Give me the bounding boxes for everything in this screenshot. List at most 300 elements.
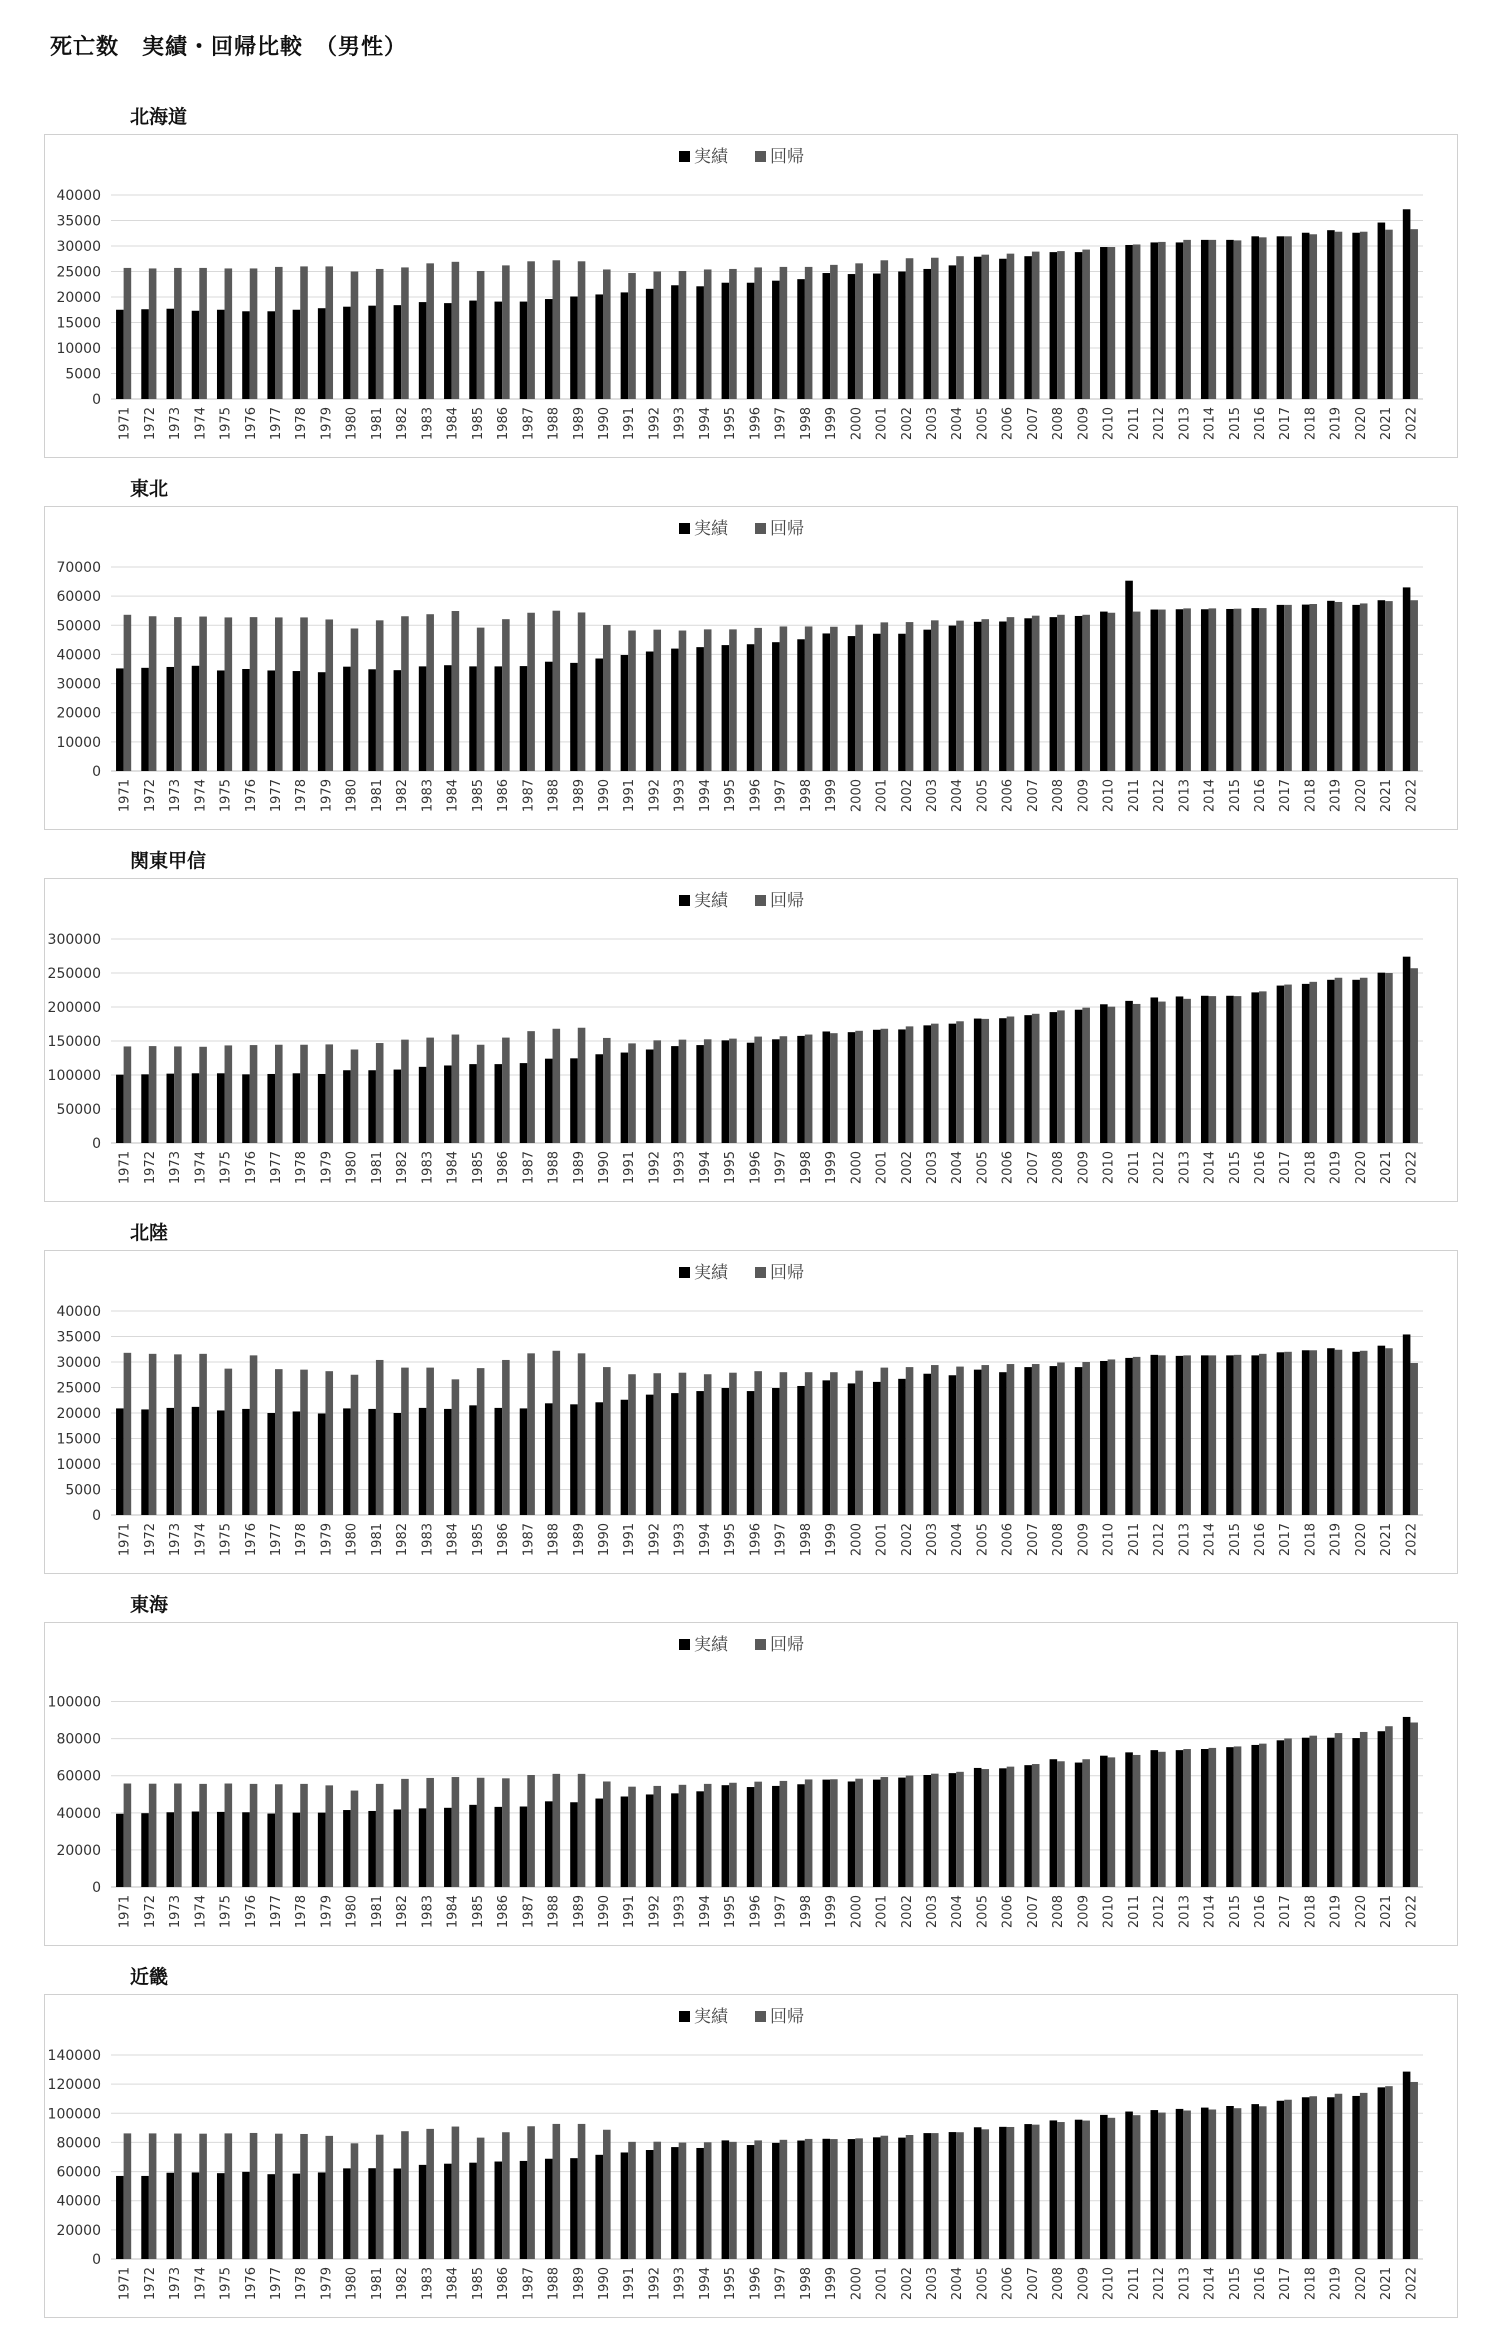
legend-swatch (679, 1267, 690, 1278)
x-tick-label: 2019 (1328, 1523, 1344, 1557)
bar-regression (1385, 1726, 1393, 1887)
legend-swatch (755, 2011, 766, 2022)
x-tick-label: 2018 (1303, 779, 1319, 813)
bar-actual (595, 1054, 603, 1143)
bar-actual (267, 311, 275, 399)
bar-actual (1176, 242, 1184, 399)
x-tick-label: 2009 (1076, 1895, 1092, 1929)
bar-actual (1251, 2104, 1259, 2259)
bar-actual (898, 634, 906, 771)
bar-actual (520, 1063, 528, 1143)
bar-actual (495, 1408, 503, 1515)
x-tick-label: 2015 (1227, 779, 1243, 813)
bar-regression (225, 268, 233, 399)
bar-regression (1133, 1004, 1141, 1143)
bar-actual (1151, 1355, 1159, 1515)
bar-actual (293, 1411, 301, 1515)
x-tick-label: 2021 (1379, 779, 1395, 813)
bar-regression (628, 2142, 636, 2259)
x-tick-label: 1988 (546, 1151, 562, 1185)
bar-regression (527, 613, 535, 771)
bar-actual (1151, 610, 1159, 771)
legend-label: 回帰 (770, 2007, 804, 2027)
bar-actual (192, 1812, 200, 1887)
bar-actual (167, 1408, 175, 1515)
bar-actual (217, 1812, 225, 1887)
bar-regression (1335, 232, 1343, 399)
x-tick-label: 1972 (142, 407, 158, 441)
x-tick-label: 2007 (1025, 779, 1041, 813)
x-tick-label: 1980 (344, 1151, 360, 1185)
x-tick-label: 1998 (798, 407, 814, 441)
y-tick-label: 60000 (56, 589, 101, 606)
bar-regression (553, 1351, 561, 1515)
bar-regression (1284, 985, 1292, 1143)
x-tick-label: 1974 (193, 1523, 209, 1557)
bar-regression (1209, 996, 1217, 1143)
bar-actual (646, 1794, 654, 1887)
x-tick-label: 2008 (1051, 779, 1067, 813)
x-tick-label: 2013 (1177, 1151, 1193, 1185)
bar-regression (628, 1787, 636, 1887)
bar-actual (444, 2164, 452, 2259)
bar-actual (671, 1393, 679, 1515)
bar-actual (116, 668, 124, 771)
bar-regression (1209, 1748, 1217, 1887)
bar-chart (45, 1995, 1457, 2317)
bar-actual (116, 1075, 124, 1143)
bar-regression (225, 1045, 233, 1143)
bar-actual (394, 305, 402, 399)
bar-regression (225, 1784, 233, 1887)
chart-title: 北陸 (130, 1222, 169, 1244)
x-tick-label: 1995 (723, 779, 739, 813)
bar-regression (628, 1374, 636, 1515)
bar-regression (679, 1373, 687, 1515)
bar-actual (823, 273, 831, 399)
x-tick-label: 2014 (1202, 1895, 1218, 1929)
x-tick-label: 1997 (773, 779, 789, 813)
bar-regression (401, 2131, 409, 2259)
x-tick-label: 2002 (899, 779, 915, 813)
bar-actual (1100, 1004, 1108, 1143)
x-tick-label: 1994 (697, 2267, 713, 2301)
x-tick-label: 2021 (1379, 1151, 1395, 1185)
bar-actual (898, 2138, 906, 2259)
x-tick-label: 1989 (571, 1523, 587, 1557)
bar-actual (192, 311, 200, 399)
bar-actual (1050, 1012, 1058, 1143)
bar-regression (553, 260, 561, 399)
bar-regression (174, 1046, 182, 1143)
x-tick-label: 2011 (1126, 1895, 1142, 1929)
bar-actual (116, 2176, 124, 2259)
x-tick-label: 2004 (950, 1151, 966, 1185)
x-tick-label: 1972 (142, 1523, 158, 1557)
bar-actual (394, 2169, 402, 2259)
x-tick-label: 1989 (571, 407, 587, 441)
x-tick-label: 2019 (1328, 2267, 1344, 2301)
legend (679, 2007, 804, 2027)
x-tick-label: 2017 (1278, 407, 1294, 441)
x-tick-label: 1971 (117, 407, 133, 441)
x-tick-label: 1997 (773, 1523, 789, 1557)
x-tick-label: 1994 (697, 407, 713, 441)
x-tick-label: 2011 (1126, 2267, 1142, 2301)
bar-regression (931, 1774, 939, 1887)
x-tick-label: 2020 (1353, 407, 1369, 441)
bar-actual (167, 1074, 175, 1143)
x-tick-label: 1976 (243, 1523, 259, 1557)
y-tick-label: 300000 (47, 932, 101, 948)
bar-regression (1259, 237, 1267, 399)
bar-actual (1277, 1352, 1285, 1515)
bar-actual (999, 259, 1007, 399)
x-tick-label: 2000 (849, 1523, 865, 1557)
x-tick-label: 1988 (546, 2267, 562, 2301)
y-tick-label: 35000 (56, 1329, 101, 1346)
bar-actual (1302, 233, 1310, 399)
bar-regression (174, 2134, 182, 2259)
bar-regression (174, 617, 182, 771)
bar-actual (1302, 2097, 1310, 2259)
x-tick-label: 2018 (1303, 1151, 1319, 1185)
x-tick-label: 2022 (1404, 1151, 1420, 1185)
bar-regression (502, 1778, 510, 1887)
bar-regression (250, 2133, 258, 2259)
bar-regression (300, 266, 308, 399)
bar-regression (1082, 250, 1090, 399)
bar-regression (300, 1784, 308, 1887)
bar-regression (250, 617, 258, 771)
bar-actual (696, 1791, 704, 1887)
bar-actual (722, 1040, 730, 1143)
bar-regression (376, 1043, 384, 1143)
x-tick-label: 1976 (243, 2267, 259, 2301)
x-tick-label: 2012 (1152, 407, 1168, 441)
bar-actual (343, 1408, 351, 1515)
bar-regression (881, 2136, 889, 2259)
bar-actual (394, 670, 402, 771)
bar-regression (477, 271, 485, 399)
bar-actual (419, 2165, 427, 2259)
bar-actual (999, 2127, 1007, 2259)
y-tick-label: 30000 (56, 239, 101, 255)
x-tick-label: 1983 (420, 407, 436, 441)
y-tick-label: 70000 (56, 560, 101, 576)
bar-regression (351, 1375, 359, 1515)
bar-regression (1284, 1352, 1292, 1515)
bar-actual (949, 2132, 957, 2259)
bar-actual (192, 2172, 200, 2259)
x-tick-label: 2008 (1051, 2267, 1067, 2301)
x-tick-label: 2019 (1328, 1151, 1344, 1185)
x-tick-label: 1998 (798, 1151, 814, 1185)
bar-actual (217, 670, 225, 771)
bar-actual (1024, 1367, 1032, 1515)
x-tick-label: 1983 (420, 1151, 436, 1185)
bar-actual (1403, 1717, 1411, 1887)
bar-actual (999, 1768, 1007, 1887)
bar-regression (325, 1044, 333, 1143)
x-tick-label: 1990 (597, 2267, 612, 2301)
bar-regression (855, 1779, 863, 1887)
bar-regression (1183, 1749, 1191, 1887)
x-tick-label: 2001 (874, 1895, 890, 1929)
x-tick-label: 2018 (1303, 407, 1319, 441)
bar-regression (1032, 616, 1040, 771)
bar-actual (167, 667, 175, 771)
bar-regression (704, 1374, 712, 1515)
x-tick-label: 2006 (1000, 779, 1016, 813)
x-tick-label: 2007 (1025, 1895, 1041, 1929)
x-tick-label: 1990 (597, 1523, 612, 1557)
x-tick-label: 1987 (521, 1523, 537, 1557)
bar-regression (1183, 999, 1191, 1143)
y-tick-label: 35000 (56, 213, 101, 230)
bar-regression (1133, 244, 1141, 399)
bar-actual (242, 1074, 250, 1143)
bar-regression (754, 1782, 762, 1887)
x-tick-label: 1998 (798, 779, 814, 813)
y-tick-label: 20000 (56, 2222, 101, 2239)
bar-actual (999, 1018, 1007, 1143)
bar-regression (1360, 2093, 1368, 2259)
x-tick-label: 2005 (975, 779, 991, 813)
bar-actual (520, 2161, 528, 2259)
x-tick-label: 2010 (1101, 407, 1117, 441)
bar-regression (149, 2133, 157, 2259)
bar-actual (848, 1383, 856, 1515)
bar-actual (394, 1809, 402, 1887)
bar-actual (343, 667, 351, 771)
bar-regression (1108, 2118, 1116, 2259)
legend-swatch (755, 1639, 766, 1650)
bar-actual (242, 669, 250, 771)
bar-regression (1108, 1359, 1116, 1515)
bar-regression (300, 617, 308, 771)
bar-chart (45, 879, 1457, 1201)
x-tick-label: 2010 (1101, 779, 1117, 813)
bar-actual (949, 1375, 957, 1515)
bar-regression (199, 1784, 207, 1887)
x-tick-label: 2012 (1152, 2267, 1168, 2301)
x-tick-label: 2020 (1353, 2267, 1369, 2301)
x-tick-label: 1979 (319, 1895, 335, 1929)
bar-actual (192, 1073, 200, 1143)
x-tick-label: 1976 (243, 1895, 259, 1929)
y-tick-label: 80000 (56, 2135, 101, 2152)
x-tick-label: 2001 (874, 2267, 890, 2301)
bar-regression (300, 1045, 308, 1143)
x-tick-label: 1986 (496, 1895, 512, 1929)
bar-regression (1158, 2113, 1166, 2259)
bar-actual (1352, 233, 1360, 399)
x-tick-label: 1999 (824, 1151, 840, 1185)
bar-regression (1335, 602, 1343, 771)
legend (679, 519, 804, 539)
x-tick-label: 1992 (647, 779, 663, 813)
bar-actual (167, 309, 175, 399)
bar-regression (452, 611, 460, 771)
y-tick-label: 0 (92, 392, 101, 408)
bar-actual (823, 633, 831, 771)
bar-actual (1075, 252, 1083, 399)
bar-regression (855, 2138, 863, 2259)
x-tick-label: 2009 (1076, 1151, 1092, 1185)
x-tick-label: 2015 (1227, 2267, 1243, 2301)
bar-regression (931, 1024, 939, 1143)
bar-regression (1183, 2111, 1191, 2259)
bar-actual (949, 265, 957, 399)
bar-actual (267, 2174, 275, 2259)
bar-actual (1075, 1367, 1083, 1515)
bar-actual (444, 1409, 452, 1515)
page-title: 死亡数 実績・回帰比較 （男性） (50, 35, 408, 60)
bar-actual (1100, 1361, 1108, 1515)
bar-actual (1378, 1731, 1386, 1887)
bar-actual (621, 655, 629, 771)
bar-regression (1007, 2127, 1015, 2259)
bar-regression (1309, 604, 1317, 771)
bar-regression (906, 2135, 914, 2259)
bar-regression (1284, 1738, 1292, 1887)
x-tick-label: 1986 (496, 1151, 512, 1185)
bar-regression (679, 631, 687, 771)
bar-actual (419, 1808, 427, 1887)
x-tick-label: 1990 (597, 779, 612, 813)
bar-regression (502, 619, 510, 771)
bar-actual (293, 2174, 301, 2259)
bar-actual (999, 622, 1007, 772)
bar-regression (1007, 1017, 1015, 1143)
y-tick-label: 50000 (56, 618, 101, 635)
bar-chart (45, 135, 1457, 457)
bar-regression (124, 1046, 132, 1143)
bar-regression (931, 2133, 939, 2259)
bar-regression (729, 1373, 737, 1515)
bar-actual (646, 652, 654, 771)
x-tick-label: 1983 (420, 1895, 436, 1929)
x-tick-label: 1980 (344, 1895, 360, 1929)
bar-regression (855, 1031, 863, 1143)
bar-regression (704, 2142, 712, 2259)
bar-actual (797, 279, 805, 399)
bar-regression (174, 268, 182, 399)
bar-regression (981, 2129, 989, 2259)
bar-actual (1125, 581, 1133, 771)
x-tick-label: 2007 (1025, 407, 1041, 441)
bar-regression (275, 1369, 283, 1515)
legend-swatch (679, 895, 690, 906)
bar-actual (545, 1059, 553, 1143)
bar-actual (1352, 2096, 1360, 2259)
bar-actual (368, 669, 376, 771)
bar-actual (1075, 2120, 1083, 2259)
x-tick-label: 1978 (294, 1895, 310, 1929)
x-tick-label: 1973 (168, 779, 184, 813)
bar-actual (1201, 1749, 1209, 1887)
x-tick-label: 1982 (395, 1151, 411, 1185)
x-tick-label: 2016 (1253, 1523, 1268, 1557)
bar-regression (1360, 232, 1368, 399)
x-tick-label: 1972 (142, 1895, 158, 1929)
bar-actual (848, 274, 856, 399)
x-tick-label: 2021 (1379, 1523, 1395, 1557)
bar-regression (704, 1784, 712, 1887)
bar-regression (729, 629, 737, 771)
bar-actual (1151, 1750, 1159, 1887)
bar-actual (923, 269, 931, 399)
x-tick-label: 1977 (269, 779, 284, 813)
bar-regression (578, 1353, 586, 1515)
bar-actual (545, 662, 553, 771)
x-tick-label: 1981 (369, 1523, 385, 1557)
x-tick-label: 2010 (1101, 1523, 1117, 1557)
bar-actual (797, 1386, 805, 1515)
bar-actual (646, 2150, 654, 2259)
x-tick-label: 2001 (874, 1523, 890, 1557)
bar-regression (477, 1045, 485, 1143)
bar-actual (898, 272, 906, 400)
bar-regression (578, 1774, 586, 1887)
bar-actual (671, 1793, 679, 1887)
bar-actual (1024, 256, 1032, 399)
bar-regression (603, 2130, 611, 2259)
x-tick-label: 1989 (571, 779, 587, 813)
x-tick-label: 2011 (1126, 1523, 1142, 1557)
y-tick-label: 10000 (56, 734, 101, 751)
bar-actual (116, 1408, 124, 1515)
bar-actual (595, 2155, 603, 2259)
bar-actual (1403, 1334, 1411, 1515)
bar-regression (1335, 978, 1343, 1143)
bar-regression (426, 1778, 434, 1887)
x-tick-label: 2017 (1278, 779, 1294, 813)
legend-label: 回帰 (770, 1635, 804, 1655)
x-tick-label: 2015 (1227, 407, 1243, 441)
bar-actual (1100, 2115, 1108, 2259)
bar-regression (1158, 1002, 1166, 1143)
chart-frame (44, 1622, 1458, 1946)
x-tick-label: 1988 (546, 1895, 562, 1929)
bar-actual (368, 306, 376, 399)
x-tick-label: 1995 (723, 2267, 739, 2301)
bar-regression (124, 1353, 132, 1515)
bar-regression (1108, 613, 1116, 771)
bar-regression (452, 2127, 460, 2259)
bar-regression (149, 1784, 157, 1887)
bar-actual (772, 1786, 780, 1887)
bar-actual (1201, 2108, 1209, 2259)
x-tick-label: 2011 (1126, 779, 1142, 813)
bar-regression (881, 1777, 889, 1887)
bar-actual (293, 671, 301, 771)
x-tick-label: 1990 (597, 1151, 612, 1185)
bar-regression (174, 1784, 182, 1887)
bar-actual (1125, 245, 1133, 399)
bar-actual (722, 645, 730, 771)
x-tick-label: 1978 (294, 1523, 310, 1557)
bar-actual (217, 310, 225, 399)
legend-swatch (755, 895, 766, 906)
bar-regression (603, 1367, 611, 1515)
bar-regression (401, 1779, 409, 1887)
bar-actual (1226, 996, 1234, 1143)
bar-actual (1151, 2110, 1159, 2259)
bar-regression (931, 1365, 939, 1515)
x-tick-label: 1996 (748, 1523, 764, 1557)
